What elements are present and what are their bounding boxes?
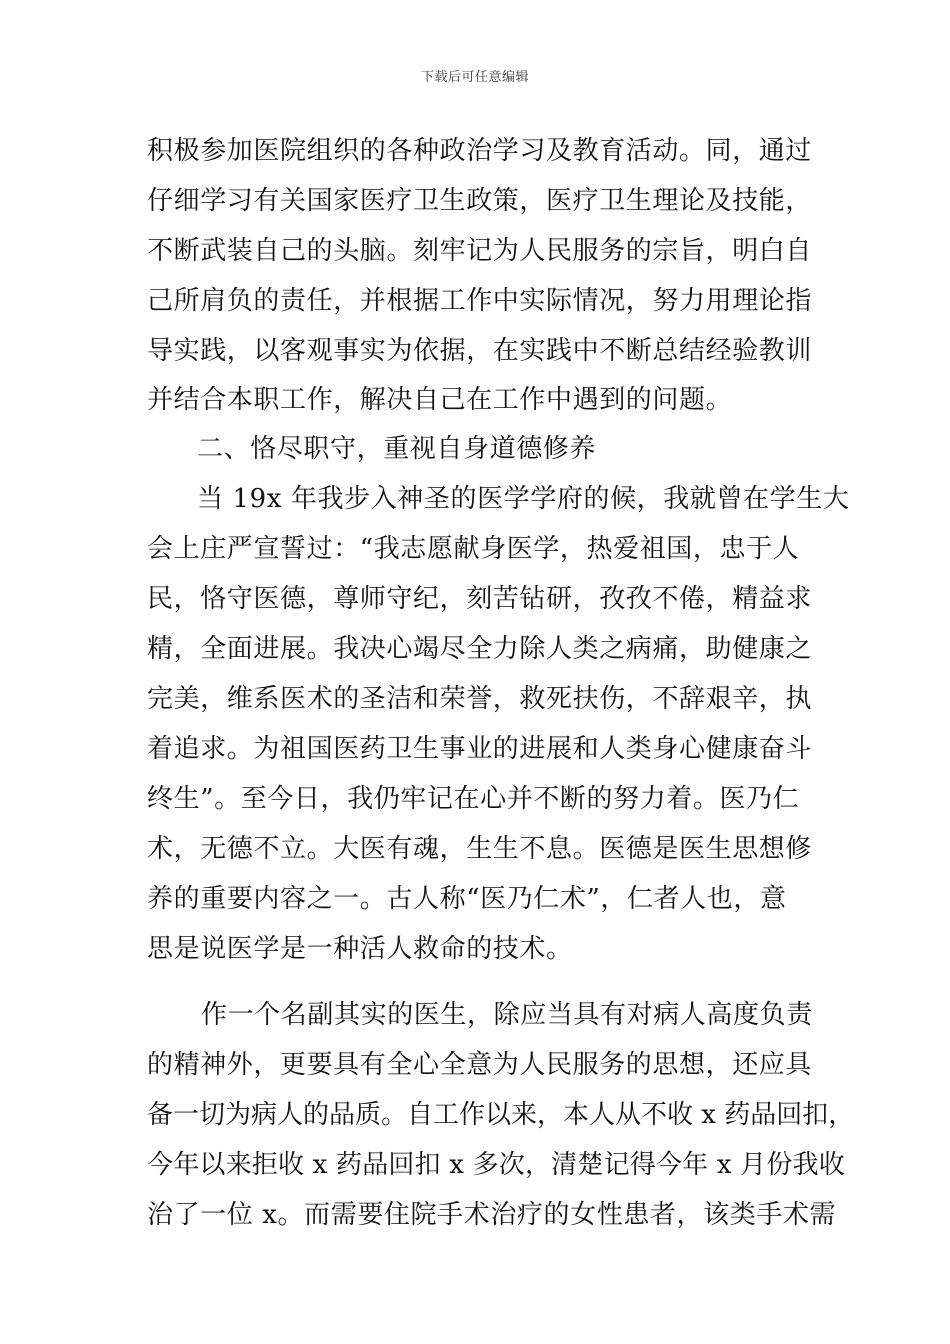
text-line: 并结合本职工作，解决自己在工作中遇到的问题。: [147, 385, 733, 415]
text-line: 的精神外，更要具有全心全意为人民服务的思想，还应具: [147, 1050, 813, 1080]
text-line: 积极参加医院组织的各种政治学习及教育活动。同，通过: [147, 136, 813, 166]
text-line: 着追求。为祖国医药卫生事业的进展和人类身心健康奋斗: [147, 734, 813, 764]
text-line: 精，全面进展。我决心竭尽全力除人类之病痛，助健康之: [147, 634, 813, 664]
text-line: 今年以来拒收 x 药品回扣 x 多次，清楚记得今年 x 月份我收: [147, 1150, 845, 1180]
text-line: 会上庄严宣誓过：“我志愿献身医学，热爱祖国，忠于人: [147, 534, 800, 564]
text-line: 术，无德不立。大医有魂，生生不息。医德是医生思想修: [147, 834, 813, 864]
text-line: 思是说医学是一种活人救命的技术。: [147, 934, 573, 964]
text-line: 仔细学习有关国家医疗卫生政策，医疗卫生理论及技能，: [147, 186, 813, 216]
text-line: 完美，维系医术的圣洁和荣誉，救死扶伤，不辞艰辛，执: [147, 684, 813, 714]
text-line: 民，恪守医德，尊师守纪，刻苦钻研，孜孜不倦，精益求: [147, 584, 813, 614]
text-line: 终生”。至今日，我仍牢记在心并不断的努力着。医乃仁: [147, 784, 800, 814]
text-line: 当 19x 年我步入神圣的医学学府的候，我就曾在学生大: [197, 484, 850, 514]
text-line: 备一切为病人的品质。自工作以来，本人从不收 x 药品回扣，: [147, 1100, 855, 1130]
text-line: 己所肩负的责任，并根据工作中实际情况，努力用理论指: [147, 286, 813, 316]
section-heading: 二、恪尽职守，重视自身道德修养: [197, 434, 597, 464]
text-line: 不断武装自己的头脑。刻牢记为人民服务的宗旨，明白自: [147, 236, 813, 266]
page-header: 下载后可任意编辑: [420, 70, 529, 85]
text-line: 作一个名副其实的医生，除应当具有对病人高度负责: [201, 1000, 813, 1030]
text-line: 导实践，以客观事实为依据，在实践中不断总结经验教训: [147, 336, 813, 366]
text-line: 治了一位 x。而需要住院手术治疗的女性患者，该类手术需: [147, 1200, 837, 1230]
text-line: 养的重要内容之一。古人称“医乃仁术”，仁者人也，意: [147, 884, 787, 914]
